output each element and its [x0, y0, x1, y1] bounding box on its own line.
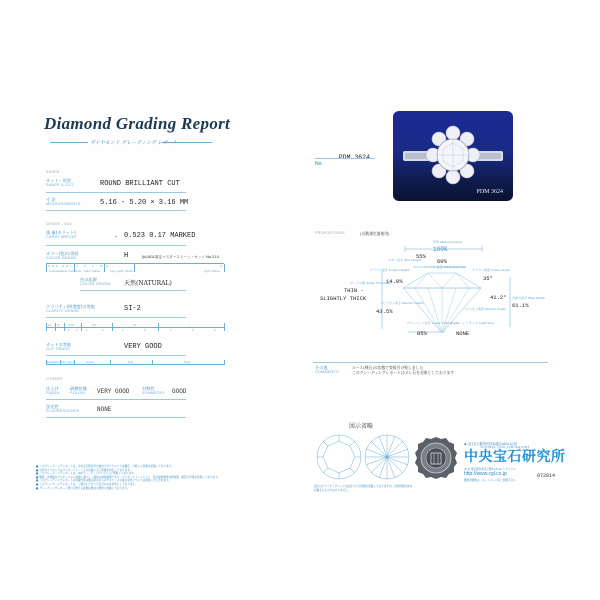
- culet-value: NONE: [456, 330, 470, 337]
- clarity-grade-value: SI-2: [124, 305, 141, 313]
- report-title: Diamond Grading Report: [44, 114, 231, 133]
- color-grade-value: H: [124, 252, 129, 260]
- plot-title: 図示省略: [349, 423, 374, 430]
- diamond-icon: ◆: [464, 442, 467, 446]
- section-grade-label: GRADE - 4Cs: [46, 222, 72, 226]
- note-item: ■ 確度、計測値はプロポーション評価に基づく一般的な評価基準であり、マスターストーンセット、色比較用標準光源装置、重量天秤等を使用しております。: [36, 475, 221, 479]
- diamond-profile-icon: [300, 225, 550, 345]
- table-pct-top-value: 55%: [416, 253, 426, 260]
- note-item: ■ このグレーディングレポートの記載内容は鑑定時点のものであり、その後の変化については保証いたしかねます。: [36, 479, 172, 483]
- measurements-value: 5.16 - 5.20 × 3.16 MM: [100, 199, 189, 207]
- girdle-caption: ガードル厚 Girdle Thickness: [350, 281, 391, 285]
- table-width-caption: テーブル 直径 Table Diameter: [424, 265, 467, 269]
- carat-bullet: ・: [113, 235, 120, 241]
- polish-label: 研磨状態 POLISH: [70, 386, 87, 395]
- rule: [46, 317, 186, 318]
- color-grade-scale: D E F G H I J K L M N Z Colorless Near Colorless Faint Yellow Very Light Yellow Light Yellow: [46, 263, 224, 272]
- cut-grade-scale: Excellent Very good Good Fair Poor: [46, 360, 224, 365]
- clarity-grade-label: クラリティ(明澄度)の等級 CLARITY GRADE: [46, 304, 95, 313]
- note-item: ■ グレーディングレポート発行に関する詳細は弊社の規約に記載しております。: [36, 486, 130, 490]
- proportions-diagram: [300, 225, 550, 345]
- pavilion-depth-caption: パビリオン深さ Pavilion Depth: [380, 301, 424, 305]
- note-item: ■ 当該ダイヤモンドはマスターストーンとの比較により等級を判定しております。: [36, 468, 133, 472]
- crown-height-caption: クラウン高さ Crown Height: [370, 268, 410, 272]
- note-item: ■ このグレーディングレポートは、GIAグレーディングシステムに準拠しております。: [36, 472, 137, 476]
- rule: [80, 290, 186, 291]
- finish-label: 仕上げ FINISH: [46, 386, 60, 395]
- pavilion-angle-caption: パビリオン角度 Pavilion Angle: [463, 307, 506, 311]
- carat-label: 重 量(カラット) CARAT WEIGHT: [46, 230, 78, 239]
- table-pct-value: 60%: [437, 258, 447, 265]
- shape-cut-value: ROUND BRILLIANT CUT: [100, 180, 180, 188]
- lab-url-link[interactable]: http://www.cgl.co.jp: [464, 471, 507, 477]
- lab-name-en: CENTRAL GEM LABORATORY: [480, 446, 530, 449]
- plot-caption: 図示はクラリティグレードを決定づけた特徴を記載しておりますが、内容特徴全体を記載するものではありません。: [314, 485, 413, 492]
- rule: [46, 399, 186, 400]
- lower-half-value: 85%: [417, 330, 427, 337]
- cut-grade-label: カットの等級 CUT GRADE: [46, 342, 72, 351]
- crown-angle-value: 35°: [483, 275, 493, 282]
- symmetry-label: 対称性 SYMMETRY: [142, 386, 166, 395]
- proportions-method: (自動測定器使用): [360, 231, 390, 236]
- fluorescence-value: NONE: [97, 406, 112, 413]
- note-item: ■ このグレーディングレポートは、中央宝石研究所が独自でダイヤモンドを鑑定、分析した結果を記載しております。: [36, 465, 174, 468]
- lab-note: 鑑別書情報は、ホームページをご利用下さい: [464, 479, 516, 482]
- pavilion-angle-value: 41.2°: [490, 294, 507, 301]
- comments-text: ルース(裸石)の状態で等級付け致しました このグレーディングレポートはメレ石を対象としております: [352, 365, 455, 375]
- star-length-caption: スター長さ Star Length: [388, 258, 422, 262]
- rule: [46, 210, 186, 211]
- lab-affiliation: ◆ (社)宝石鑑別団体協議会(AGL)会員: [464, 442, 518, 446]
- lab-address: 本 社 東京都台東区上野5-15-14 ミヤビビル: [464, 468, 516, 471]
- clarity-grade-scale: FL IF VVS VS SI I 1 2 1 2 1 2 1 2 3: [46, 323, 224, 331]
- polish-value: VERY GOOD: [97, 388, 130, 395]
- culet-caption: キューレット サイズ Culet Size: [450, 321, 494, 325]
- fluorescence-label: 蛍光性 FLUORESCENCE: [46, 404, 80, 413]
- pavilion-depth-value: 43.5%: [376, 308, 393, 315]
- lab-seal-icon: [414, 436, 458, 480]
- crown-angle-caption: クラウン角度 Crown Angle: [472, 268, 510, 272]
- clarity-plot-pavilion-icon: [362, 432, 412, 482]
- rule: [315, 158, 375, 159]
- color-grade-label: カラー(色)の等級 COLOR GRADE: [46, 251, 79, 260]
- section-others-label: OTHERS: [46, 377, 63, 381]
- shape-cut-label: カット・形状 SHAPE & CUT: [46, 178, 74, 187]
- rule: [313, 362, 548, 363]
- color-master-note: JJA/AGL規定マスターストーン・セット No.210: [142, 255, 219, 259]
- report-subtitle-jp: ダイヤモンド グレーディング レポート: [90, 140, 178, 146]
- report-number: No.: [315, 161, 323, 167]
- photo-caption: PDM 3624: [476, 189, 503, 195]
- disclaimer-notes: [36, 465, 236, 490]
- total-depth-value: 61.1%: [512, 302, 529, 309]
- color-origin-value: 天然(NATURAL): [124, 280, 172, 287]
- lab-name-jp: 中央宝石研究所: [464, 449, 566, 465]
- measurements-label: 寸 法 MEASUREMENTS: [46, 197, 81, 206]
- ring-photo: [393, 111, 513, 201]
- total-depth-caption: 全体の深さ Total Depth: [512, 296, 546, 300]
- title-rule-left: [50, 142, 88, 143]
- ring-image: [393, 111, 513, 201]
- rule: [46, 355, 186, 356]
- total-width-value: 100%: [433, 246, 448, 253]
- comments-label: その他 COMMENTS: [315, 365, 339, 374]
- note-item: ■ このグレーディングレポートは、ご提出いただいた宝石のみを対象としております。: [36, 482, 138, 486]
- carat-value: 0.523 0.17 MARKED: [124, 232, 196, 240]
- girdle-value-line1: THIN -: [344, 287, 364, 294]
- cut-grade-value: VERY GOOD: [124, 343, 162, 351]
- section-shape-label: SHAPE: [46, 170, 60, 174]
- color-origin-label: 色の起源 COLOR ORIGIN: [80, 277, 111, 286]
- lower-half-caption: ロワーハーフ長さ Lower Half Length: [407, 321, 459, 325]
- section-proportions-label: PROPORTIONS: [315, 231, 345, 235]
- measurements-caption: 平均 Measurements: [433, 240, 463, 244]
- girdle-value-line2: SLIGHTLY THICK: [320, 295, 367, 302]
- rule: [46, 417, 186, 418]
- crown-height-value: 14.0%: [386, 278, 403, 285]
- rule: [46, 192, 186, 193]
- symmetry-value: GOOD: [172, 388, 187, 395]
- rule: [46, 245, 186, 246]
- serial-number: 072814: [537, 473, 556, 479]
